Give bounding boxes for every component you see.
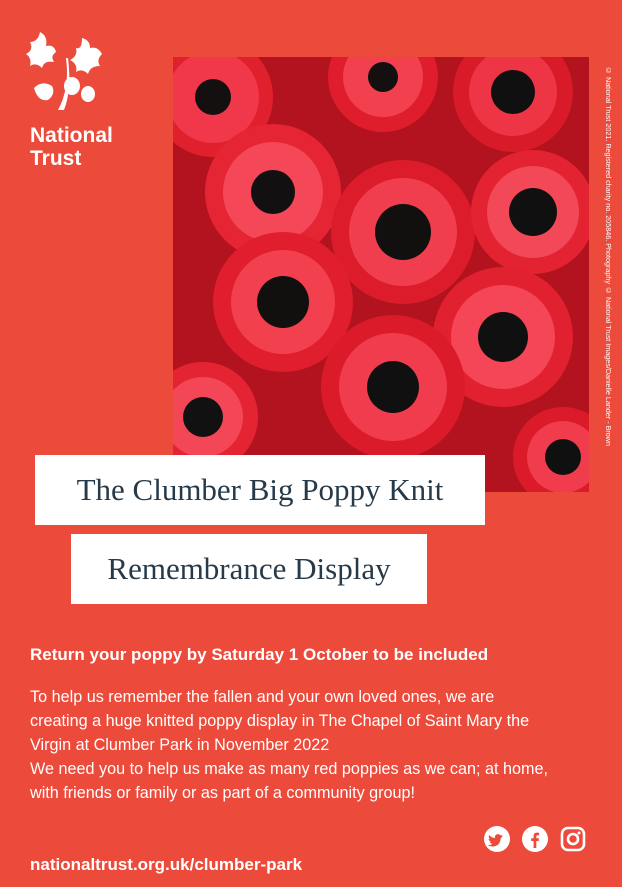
photo-credit: © National Trust 2021. Registered charity no. 205846. Photography © National Trust Images/Danielle Lander - Brown [604,66,613,446]
twitter-icon[interactable] [484,826,510,852]
facebook-icon[interactable] [522,826,548,852]
brand-name-line1: National [30,124,113,147]
brand-name [30,124,136,170]
social-icons [484,826,586,852]
body-paragraph-1: To help us remember the fallen and your own loved ones, we are creating a huge knitted poppy display in The Chapel of Saint Mary the Virgin at Clumber Park in November 2022 [30,688,530,754]
national-trust-logo [26,28,136,170]
poppies-illustration [173,57,589,492]
title-line-2: Remembrance Display [71,534,427,604]
instagram-icon[interactable] [560,826,586,852]
deadline-text: Return your poppy by Saturday 1 October to be included [30,645,489,664]
body-text [30,685,550,805]
knitted-poppies-photo [173,57,589,492]
website-link[interactable]: nationaltrust.org.uk/clumber-park [30,855,303,874]
body-paragraph-2: We need you to help us make as many red poppies as we can; at home, with friends or family or as part of a community group! [30,760,548,802]
oak-leaf-icon [26,28,108,118]
brand-name-line2: Trust [30,147,82,170]
title-line-1: The Clumber Big Poppy Knit [35,455,485,525]
